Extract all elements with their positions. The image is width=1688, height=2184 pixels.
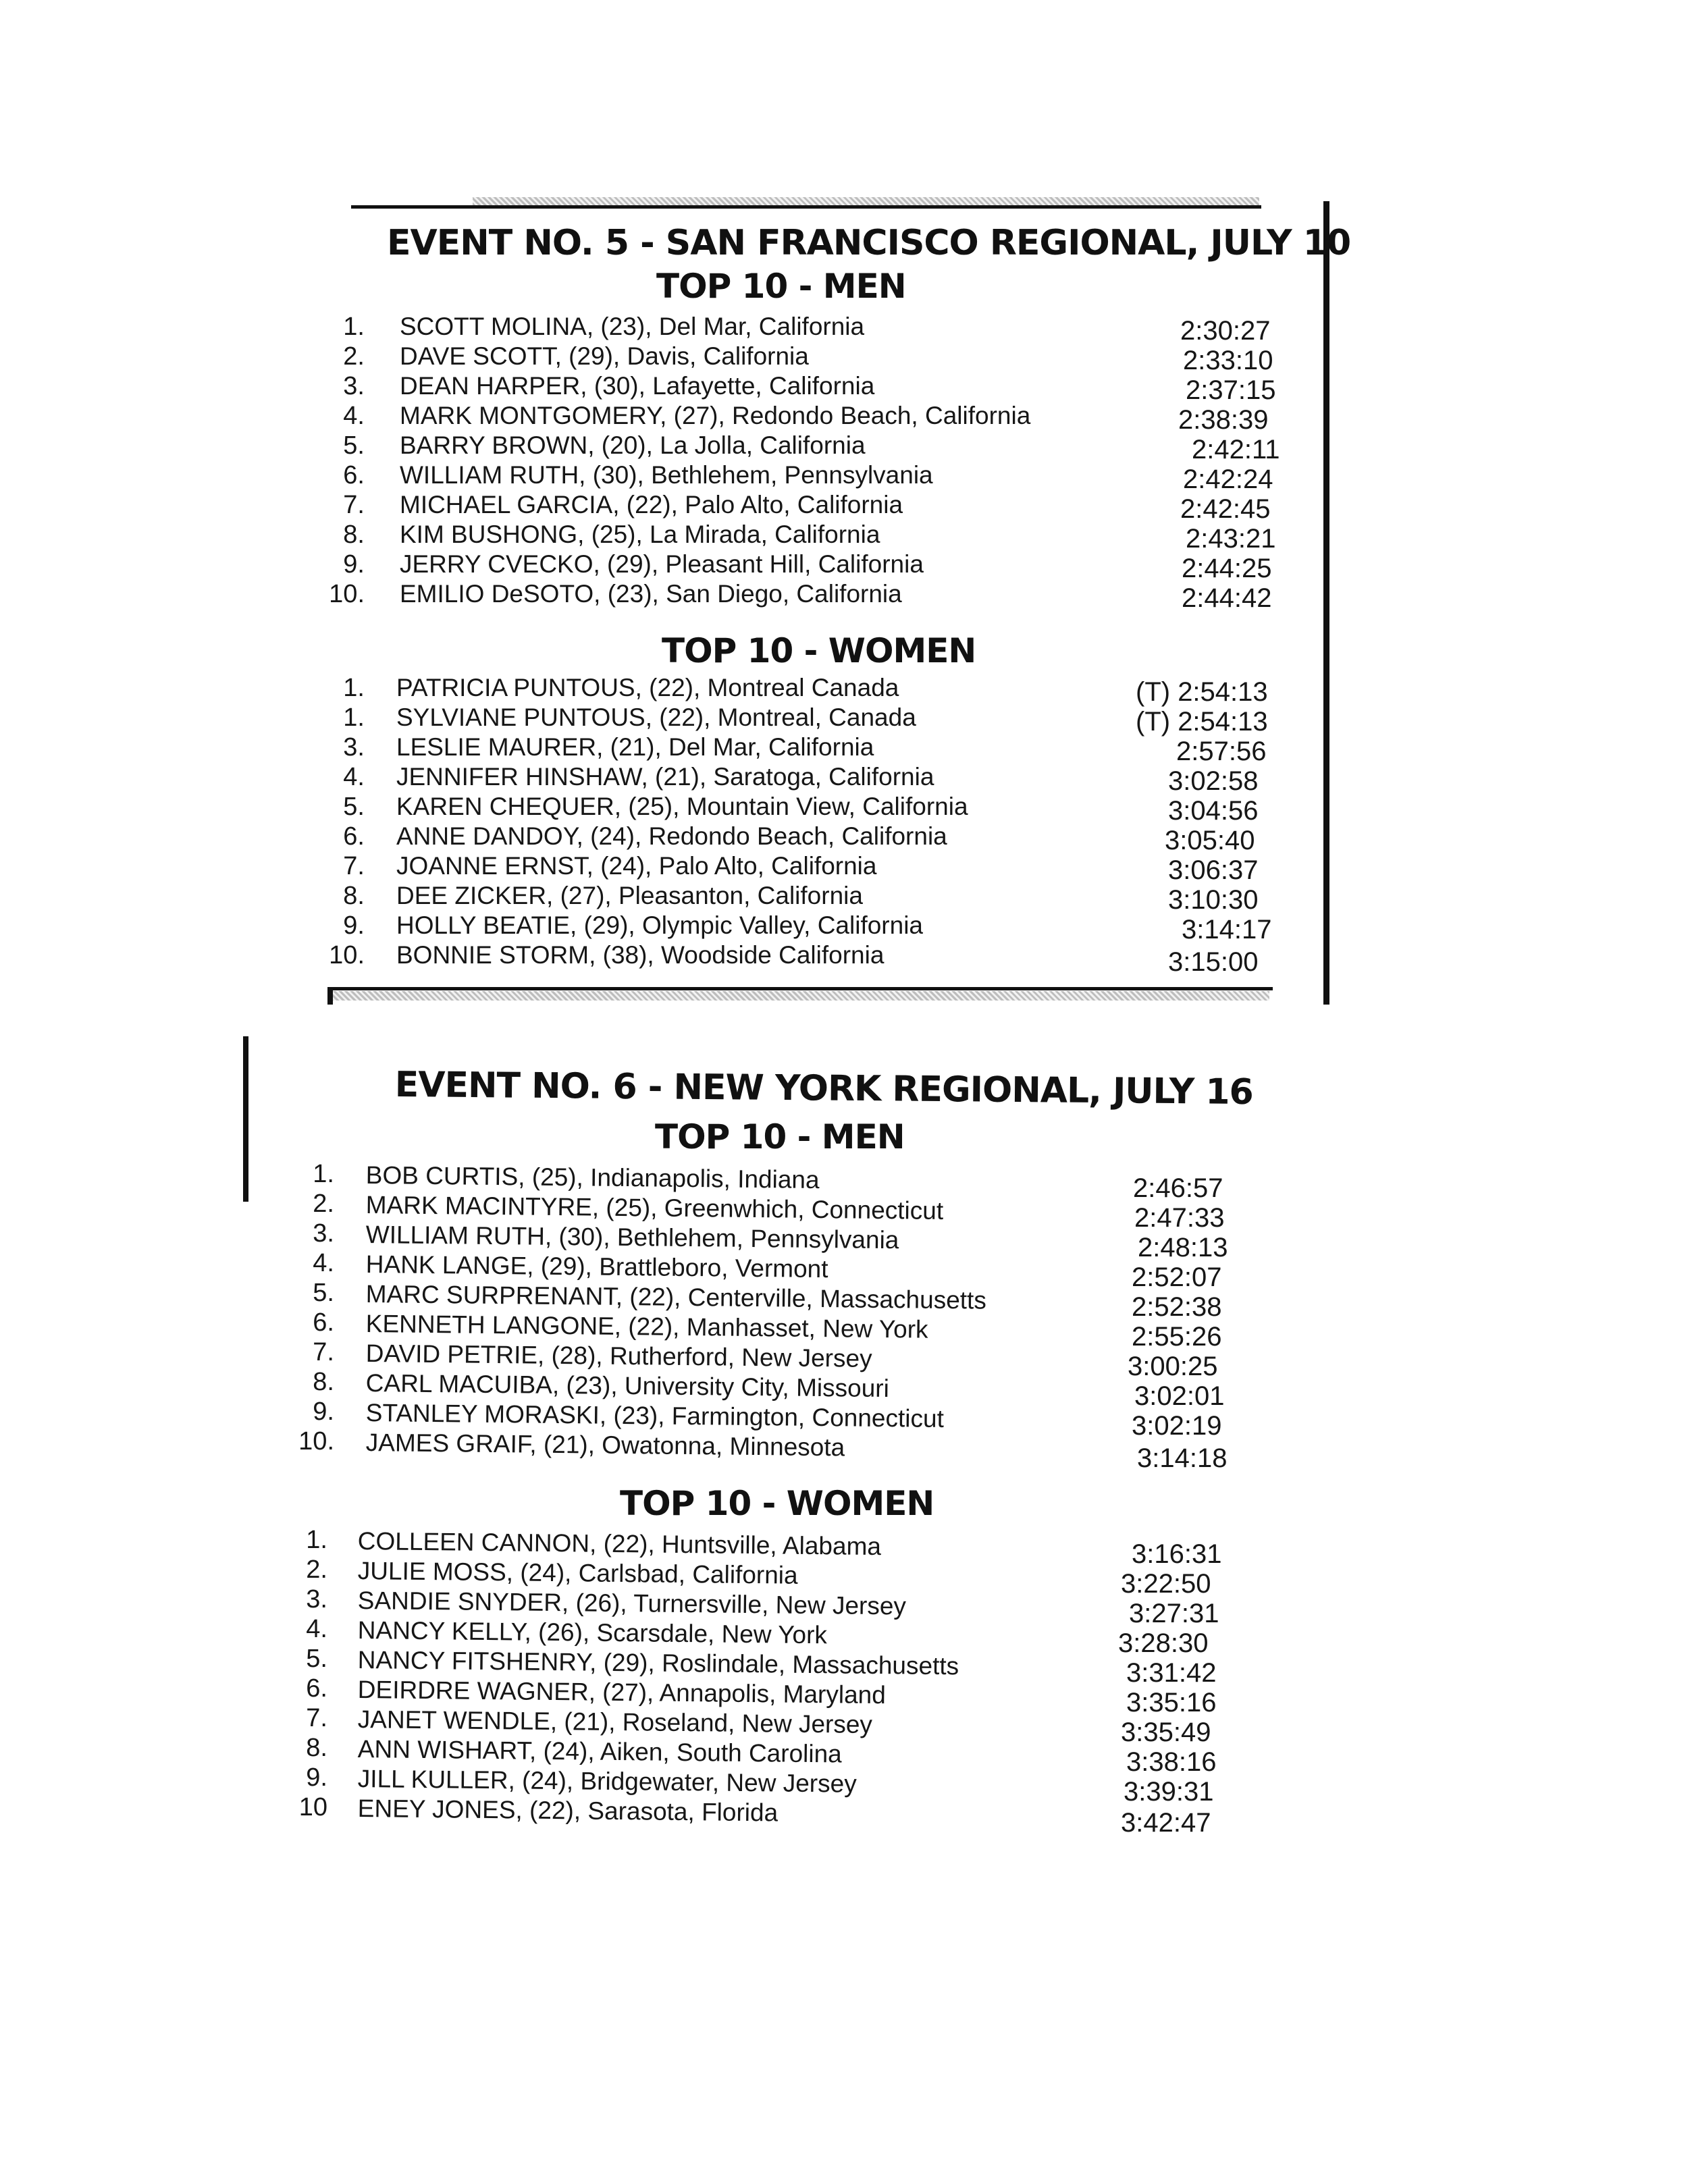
athlete-entry: DAVE SCOTT, (29), Davis, California	[400, 342, 809, 370]
event5-women-heading: TOP 10 - WOMEN	[662, 631, 976, 670]
event6-title: EVENT NO. 6 - NEW YORK REGIONAL, JULY 16	[394, 1065, 1253, 1113]
rank-number: 6.	[343, 461, 365, 489]
finish-time: 3:14:18	[1137, 1443, 1228, 1473]
athlete-entry: EMILIO DeSOTO, (23), San Diego, California	[400, 580, 902, 608]
rank-number: 7.	[306, 1704, 327, 1732]
rank-number: 4.	[343, 402, 365, 430]
rank-number: 1.	[343, 313, 365, 341]
finish-time: 3:10:30	[1168, 885, 1259, 915]
event5-title: EVENT NO. 5 - SAN FRANCISCO REGIONAL, JULY 10	[387, 223, 1351, 263]
finish-time: 2:42:11	[1192, 435, 1280, 464]
finish-time: 3:31:42	[1126, 1658, 1217, 1688]
athlete-entry: MICHAEL GARCIA, (22), Palo Alto, California	[400, 491, 903, 518]
athlete-entry: MARK MACINTYRE, (25), Greenwhich, Connecticut	[365, 1191, 944, 1225]
rank-number: 6.	[343, 822, 365, 851]
finish-time: (T) 2:54:13	[1136, 707, 1268, 737]
event5-bottom-rule	[327, 987, 1273, 990]
rank-number: 3.	[306, 1585, 327, 1614]
rank-number: 3.	[343, 372, 365, 400]
athlete-entry: KAREN CHEQUER, (25), Mountain View, California	[396, 793, 968, 820]
finish-time: 2:52:38	[1132, 1292, 1222, 1322]
rank-number: 2.	[343, 342, 365, 371]
athlete-entry: MARC SURPRENANT, (22), Centerville, Massachusetts	[365, 1280, 987, 1314]
finish-time: 3:06:37	[1168, 855, 1259, 885]
finish-time: (T) 2:54:13	[1136, 677, 1268, 707]
rank-number: 5.	[313, 1279, 334, 1307]
rank-number: 10.	[329, 580, 365, 608]
athlete-entry: DEAN HARPER, (30), Lafayette, California	[400, 372, 875, 400]
athlete-entry: DAVID PETRIE, (28), Rutherford, New Jersey	[365, 1339, 872, 1373]
finish-time: 2:42:24	[1183, 464, 1273, 494]
finish-time: 3:14:17	[1182, 915, 1272, 944]
athlete-entry: DEE ZICKER, (27), Pleasanton, California	[396, 882, 863, 909]
athlete-entry: SANDIE SNYDER, (26), Turnersville, New Jersey	[357, 1587, 907, 1620]
event5-bottom-shade	[331, 991, 1269, 1001]
finish-time: 2:44:25	[1182, 554, 1272, 583]
athlete-entry: PATRICIA PUNTOUS, (22), Montreal Canada	[396, 674, 899, 701]
athlete-entry: COLLEEN CANNON, (22), Huntsville, Alabama	[357, 1527, 882, 1561]
rank-number: 1.	[343, 703, 365, 732]
event6-men-heading: TOP 10 - MEN	[655, 1117, 905, 1156]
finish-time: 2:33:10	[1183, 346, 1273, 375]
rank-number: 7.	[343, 491, 365, 519]
athlete-entry: MARK MONTGOMERY, (27), Redondo Beach, California	[400, 402, 1031, 429]
athlete-entry: JANET WENDLE, (21), Roseland, New Jersey	[357, 1705, 873, 1738]
finish-time: 2:37:15	[1186, 375, 1276, 405]
finish-time: 2:38:39	[1178, 405, 1269, 435]
athlete-entry: JERRY CVECKO, (29), Pleasant Hill, California	[400, 550, 924, 578]
rank-number: 8.	[313, 1368, 334, 1396]
rank-number: 1.	[306, 1526, 327, 1554]
finish-time: 3:02:19	[1132, 1411, 1222, 1441]
athlete-entry: ENEY JONES, (22), Sarasota, Florida	[357, 1794, 779, 1827]
athlete-entry: JAMES GRAIF, (21), Owatonna, Minnesota	[365, 1429, 845, 1462]
athlete-entry: BARRY BROWN, (20), La Jolla, California	[400, 431, 866, 459]
rank-number: 2.	[306, 1555, 327, 1584]
rank-number: 9.	[343, 550, 365, 579]
rank-number: 5.	[343, 793, 365, 821]
event5-top-shade	[473, 197, 1259, 205]
finish-time: 3:28:30	[1118, 1628, 1209, 1658]
finish-time: 3:04:56	[1168, 796, 1259, 826]
rank-number: 8.	[343, 882, 365, 910]
finish-time: 3:02:58	[1168, 766, 1259, 796]
athlete-entry: DEIRDRE WAGNER, (27), Annapolis, Maryland	[357, 1676, 887, 1709]
finish-time: 3:16:31	[1132, 1539, 1222, 1569]
athlete-entry: ANN WISHART, (24), Aiken, South Carolina	[357, 1735, 842, 1768]
finish-time: 3:35:16	[1126, 1688, 1217, 1717]
athlete-entry: STANLEY MORASKI, (23), Farmington, Connecticut	[365, 1399, 945, 1433]
finish-time: 2:44:42	[1182, 583, 1272, 613]
rank-number: 7.	[343, 852, 365, 880]
finish-time: 2:46:57	[1133, 1173, 1223, 1203]
athlete-entry: WILLIAM RUTH, (30), Bethlehem, Pennsylvania	[365, 1221, 899, 1254]
finish-time: 2:52:07	[1132, 1262, 1222, 1292]
athlete-entry: JILL KULLER, (24), Bridgewater, New Jersey	[357, 1765, 857, 1798]
rank-number: 2.	[313, 1190, 334, 1218]
rank-number: 3.	[343, 733, 365, 762]
finish-time: 3:42:47	[1121, 1808, 1211, 1838]
athlete-entry: BOB CURTIS, (25), Indianapolis, Indiana	[365, 1161, 820, 1194]
athlete-entry: BONNIE STORM, (38), Woodside California	[396, 941, 885, 969]
finish-time: 3:00:25	[1128, 1352, 1218, 1381]
rank-number: 1.	[343, 674, 365, 702]
finish-time: 3:05:40	[1165, 826, 1255, 855]
finish-time: 3:38:16	[1126, 1747, 1217, 1777]
finish-time: 3:27:31	[1129, 1599, 1219, 1628]
athlete-entry: HOLLY BEATIE, (29), Olympic Valley, California	[396, 911, 923, 939]
athlete-entry: ANNE DANDOY, (24), Redondo Beach, California	[396, 822, 947, 850]
finish-time: 3:35:49	[1121, 1717, 1211, 1747]
athlete-entry: NANCY FITSHENRY, (29), Roslindale, Massachusetts	[357, 1646, 959, 1680]
athlete-entry: JOANNE ERNST, (24), Palo Alto, California	[396, 852, 877, 880]
athlete-entry: SCOTT MOLINA, (23), Del Mar, California	[400, 313, 865, 340]
finish-time: 2:57:56	[1176, 737, 1267, 766]
athlete-entry: KENNETH LANGONE, (22), Manhasset, New York	[365, 1310, 928, 1343]
rank-number: 6.	[313, 1308, 334, 1337]
event6-women-heading: TOP 10 - WOMEN	[620, 1484, 934, 1523]
rank-number: 1.	[313, 1160, 334, 1188]
rank-number: 9.	[343, 911, 365, 940]
rank-number: 10	[298, 1793, 327, 1821]
rank-number: 4.	[313, 1249, 334, 1277]
athlete-entry: JENNIFER HINSHAW, (21), Saratoga, California	[396, 763, 934, 791]
athlete-entry: CARL MACUIBA, (23), University City, Missouri	[365, 1369, 890, 1403]
rank-number: 6.	[306, 1674, 327, 1703]
rank-number: 10.	[298, 1427, 334, 1456]
event5-top-rule	[351, 205, 1261, 209]
rank-number: 8.	[343, 521, 365, 549]
event6-left-rule	[243, 1036, 248, 1202]
finish-time: 3:15:00	[1168, 947, 1259, 977]
rank-number: 8.	[306, 1734, 327, 1762]
athlete-entry: JULIE MOSS, (24), Carlsbad, California	[357, 1557, 798, 1589]
rank-number: 7.	[313, 1338, 334, 1366]
finish-time: 2:30:27	[1180, 316, 1271, 346]
finish-time: 2:55:26	[1132, 1322, 1222, 1352]
rank-number: 9.	[313, 1397, 334, 1426]
rank-number: 10.	[329, 941, 365, 969]
finish-time: 2:48:13	[1138, 1233, 1228, 1262]
rank-number: 5.	[343, 431, 365, 460]
athlete-entry: HANK LANGE, (29), Brattleboro, Vermont	[365, 1250, 828, 1283]
finish-time: 3:02:01	[1134, 1381, 1225, 1411]
athlete-entry: WILLIAM RUTH, (30), Bethlehem, Pennsylvania	[400, 461, 933, 489]
finish-time: 3:22:50	[1121, 1569, 1211, 1599]
finish-time: 3:39:31	[1124, 1777, 1214, 1807]
rank-number: 4.	[343, 763, 365, 791]
rank-number: 3.	[313, 1219, 334, 1248]
event5-men-heading: TOP 10 - MEN	[656, 267, 906, 306]
event5-left-tick	[327, 987, 333, 1005]
rank-number: 4.	[306, 1615, 327, 1643]
athlete-entry: LESLIE MAURER, (21), Del Mar, California	[396, 733, 874, 761]
rank-number: 9.	[306, 1763, 327, 1792]
athlete-entry: SYLVIANE PUNTOUS, (22), Montreal, Canada	[396, 703, 916, 731]
finish-time: 2:47:33	[1134, 1203, 1225, 1233]
athlete-entry: KIM BUSHONG, (25), La Mirada, California	[400, 521, 880, 548]
finish-time: 2:43:21	[1186, 524, 1276, 554]
rank-number: 5.	[306, 1645, 327, 1673]
finish-time: 2:42:45	[1180, 494, 1271, 524]
athlete-entry: NANCY KELLY, (26), Scarsdale, New York	[357, 1616, 828, 1649]
event5-right-rule	[1323, 201, 1329, 1005]
